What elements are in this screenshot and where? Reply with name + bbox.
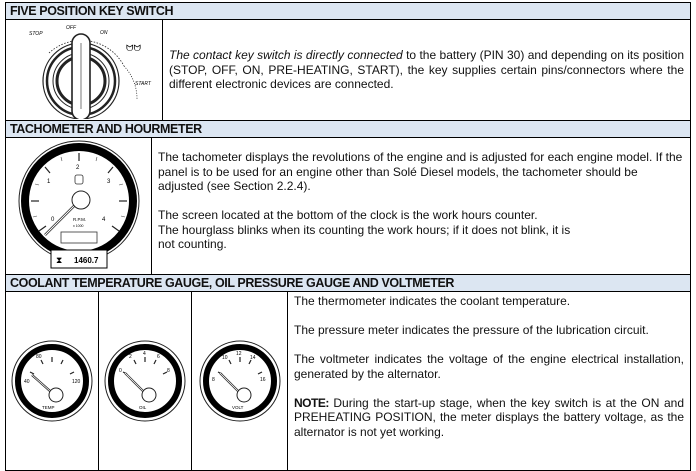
note-paragraph: NOTE: During the start-up stage, when the key switch is at the ON and PREHEATING POSITION, the meter displays the battery voltage, as the alternator is not yet working.	[294, 395, 684, 439]
tachometer-description: The tachometer displays the revolutions of the engine and is adjusted for each engine model. If the panel is to be used for an engine other than Solé Diesel models, the tachometer should be adjusted (see Section 2.2.4). The screen located at the bottom of the clock is the work hours counter. The hourglass blinks when its counting the work hours; if it does not blink, it is not counting.	[158, 150, 683, 251]
stop-label: STOP	[29, 31, 43, 37]
gauges-description: The thermometer indicates the coolant temperature. The pressure meter indicates the pressure of the lubrication circuit. The voltmeter indicates the voltage of the engine electrical installation, generated by the alternator. NOTE: During the start-up stage, when the key switch is at the ON and PREHEATING POSITION, the meter displays the battery voltage, as the alternator is not yet working.	[294, 294, 684, 439]
svg-text:40: 40	[24, 379, 30, 385]
svg-text:OIL: OIL	[139, 405, 147, 410]
volt-gauge-image	[192, 292, 288, 470]
section-header-tachometer: TACHOMETER AND HOURMETER	[6, 121, 690, 138]
key-switch-description: The contact key switch is directly connected to the battery (PIN 30) and depending on its position (STOP, OFF, ON, PRE-HEATING, START), the key supplies certain pins/connectors where the different electronic devices are connected.	[169, 48, 684, 92]
temp-gauge-image	[6, 292, 99, 470]
off-label: OFF	[66, 25, 76, 31]
svg-text:8: 8	[167, 368, 170, 374]
section-row-gauges	[6, 292, 690, 470]
svg-text:TEMP: TEMP	[42, 405, 55, 410]
engine-icon	[75, 175, 83, 184]
svg-text:2: 2	[75, 165, 79, 171]
oil-gauge-icon	[101, 337, 189, 425]
hourglass-icon: ⧗	[55, 255, 62, 265]
svg-text:12: 12	[235, 351, 242, 357]
svg-text:x 1000: x 1000	[72, 224, 84, 228]
oil-gauge-image	[99, 292, 192, 470]
svg-text:VOLT: VOLT	[231, 405, 243, 410]
svg-text:0: 0	[119, 368, 122, 374]
tachometer-image	[6, 138, 152, 274]
svg-text:8: 8	[211, 377, 215, 383]
svg-text:1: 1	[46, 179, 50, 185]
svg-text:6: 6	[157, 354, 160, 360]
svg-text:80: 80	[36, 354, 42, 360]
svg-text:R.P.M.: R.P.M.	[72, 217, 86, 222]
svg-text:16: 16	[259, 377, 266, 383]
svg-text:14: 14	[249, 355, 256, 361]
preheat-icon: ᗢᗢ	[126, 43, 141, 53]
key-switch-icon	[9, 21, 159, 119]
hourmeter-value: 1460.7	[73, 256, 98, 265]
section-row-key-switch	[6, 20, 690, 121]
section-header-gauges: COOLANT TEMPERATURE GAUGE, OIL PRESSURE GAUGE AND VOLTMETER	[6, 275, 690, 292]
start-label: START	[135, 81, 151, 87]
volt-gauge-icon	[196, 337, 284, 425]
section-header-key-switch: FIVE POSITION KEY SWITCH	[6, 3, 690, 20]
instrument-panel-table	[5, 2, 691, 471]
svg-text:4: 4	[143, 351, 146, 357]
svg-text:10: 10	[221, 355, 228, 361]
svg-text:0: 0	[50, 217, 54, 223]
hourmeter-screen	[61, 232, 97, 243]
section-row-tachometer	[6, 138, 690, 275]
svg-text:2: 2	[129, 354, 132, 360]
on-label: ON	[100, 30, 108, 36]
svg-text:3: 3	[106, 179, 110, 185]
svg-text:4: 4	[101, 217, 105, 223]
svg-text:120: 120	[72, 379, 81, 385]
temp-gauge-icon	[8, 337, 96, 425]
tachometer-gauge-icon	[9, 139, 149, 273]
key-switch-image	[6, 20, 163, 120]
